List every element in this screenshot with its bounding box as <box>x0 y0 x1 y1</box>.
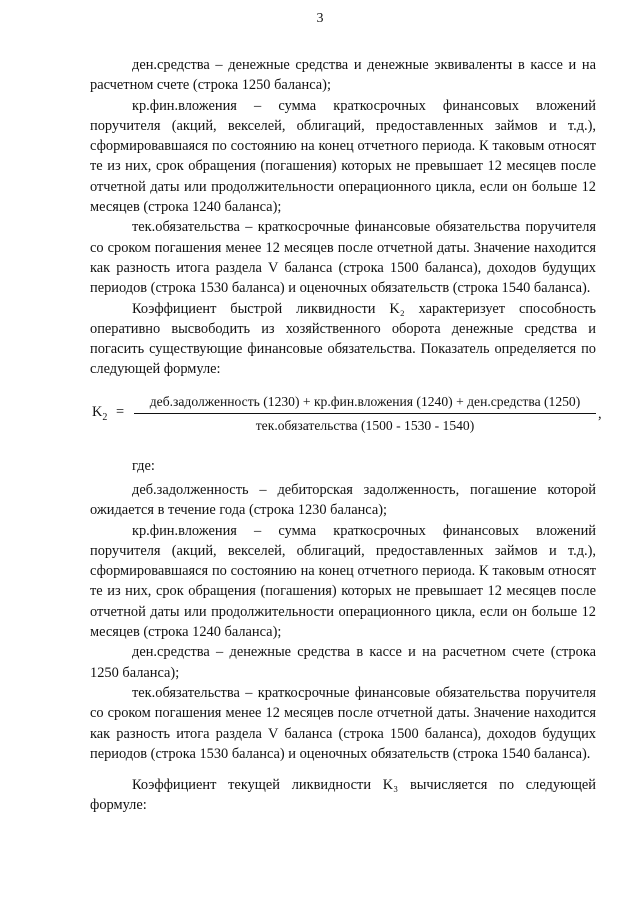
definitions-block-2 <box>90 480 596 764</box>
term: тек.обязательства <box>132 219 240 236</box>
definition-text: – краткосрочные финансовые обязательства поручителя со сроком погашения менее 12 месяцев после отчетной даты. Значение находится как разность итога раздела V баланса (строка 1500 баланса), доходов будущих периодов (строка 1530 баланса) и оценочных обязательств (строка 1540 баланса). <box>90 684 596 762</box>
definition-paragraph <box>90 96 596 218</box>
formula-lhs-symbol: K <box>92 404 103 420</box>
paragraph-text: Коэффициент текущей ликвидности K₃ вычисляется по следующей формуле: <box>90 777 596 814</box>
formula-fraction <box>134 392 596 436</box>
formula-equals: = <box>116 404 125 420</box>
definition-paragraph <box>90 217 596 298</box>
definition-paragraph <box>90 521 596 643</box>
fraction-bar <box>134 413 596 414</box>
definitions-block-1 <box>90 55 596 380</box>
formula-lhs <box>92 402 107 428</box>
term: тек.обязательства <box>132 684 240 701</box>
definition-paragraph <box>90 642 596 683</box>
term: кр.фин.вложения <box>132 522 237 539</box>
where-label: где: <box>132 458 155 474</box>
definition-paragraph <box>90 480 596 521</box>
current-ratio-intro-block <box>90 775 596 816</box>
definition-paragraph <box>90 683 596 764</box>
formula-denominator: тек.обязательства (1500 - 1530 - 1540) <box>255 418 475 433</box>
quick-ratio-formula <box>92 392 612 440</box>
definition-text: – краткосрочные финансовые обязательства поручителя со сроком погашения менее 12 месяцев после отчетной даты. Значение находится как разность итога раздела V баланса (строка 1500 баланса), доходов будущих периодов (строка 1530 баланса) и оценочных обязательств (строка 1540 баланса). <box>90 219 596 297</box>
definition-text: – сумма краткосрочных финансовых вложений поручителя (акций, векселей, облигаций, предоставленных займов и т.д.), сформировавшаяся по состоянию на конец отчетного периода. К таковым относят те из них, срок обращения (погашения) которых не превышает 12 месяцев после отчетной даты или продолжительности операционного цикла, если он больше 12 месяцев (строка 1240 баланса); <box>90 522 596 641</box>
term: деб.задолженность <box>132 482 249 498</box>
formula-lhs-subscript: 2 <box>102 411 108 423</box>
quick-ratio-intro-paragraph <box>90 299 596 380</box>
definition-paragraph <box>90 55 596 96</box>
term: ден.средства <box>132 644 210 661</box>
paragraph-text: Коэффициент быстрой ликвидности K₂ характеризует способность оперативно высвободить из хозяйственного оборота денежные средства и погасить существующие финансовые обязательства. Показатель определяется по следующей формуле: <box>90 300 596 378</box>
formula-numerator: деб.задолженность (1230) + кр.фин.вложения (1240) + ден.средства (1250) <box>149 394 581 409</box>
formula-trailing-comma: , <box>598 406 602 422</box>
definition-text: – дебиторская задолженность, погашение которой ожидается в течение года (строка 1230 баланса); <box>90 482 596 519</box>
page-number: 3 <box>316 11 324 26</box>
definition-text: – денежные средства в кассе и на расчетном счете (строка 1250 баланса); <box>90 644 596 681</box>
definition-text: – сумма краткосрочных финансовых вложений поручителя (акций, векселей, облигаций, предоставленных займов и т.д.), сформировавшаяся по состоянию на конец отчетного периода. К таковым относят те из них, срок обращения (погашения) которых не превышает 12 месяцев после отчетной даты или продолжительности операционного цикла, если он больше 12 месяцев (строка 1240 баланса); <box>90 97 596 216</box>
term: кр.фин.вложения <box>132 97 237 114</box>
current-ratio-intro-paragraph <box>90 775 596 816</box>
term: ден.средства <box>132 57 210 73</box>
definition-text: – денежные средства и денежные эквиваленты в кассе и на расчетном счете (строка 1250 баланса); <box>90 57 596 94</box>
